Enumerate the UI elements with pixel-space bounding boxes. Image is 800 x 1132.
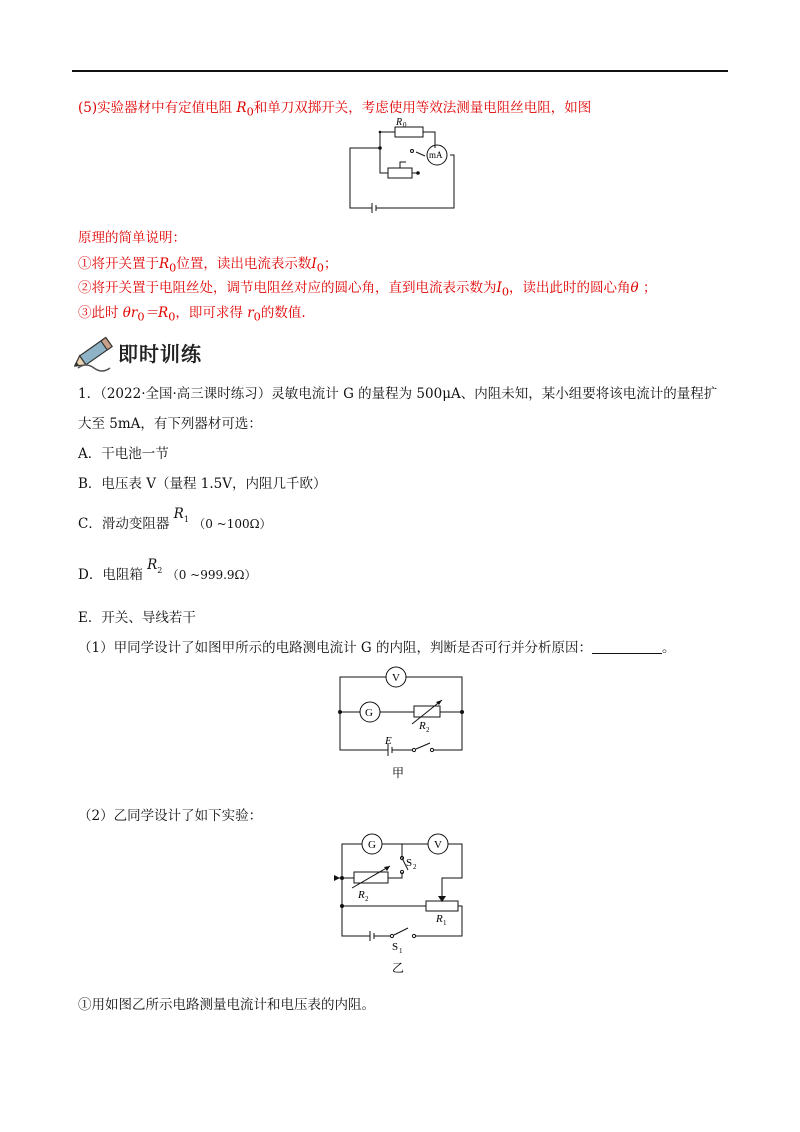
question-line2: 大至 5mA，有下列器材可选： [78,416,262,432]
text: 位置，读出电流表示数 [176,256,312,272]
subscript: 0 [246,105,254,119]
text: 。 [661,640,676,656]
text: （0 ~999.9Ω） [166,568,257,582]
symbol: I [496,280,502,296]
text: ①将开关置于 [78,256,159,272]
text: 和单刀双掷开关，考虑使用等效法测量电阻丝电阻，如图 [253,100,592,116]
heading-title: 即时训练 [118,342,202,366]
text: 的数值. [260,305,306,321]
text: ，读出此时的圆心角 [509,280,631,296]
text: D．电阻箱 [78,567,143,583]
symbol: R [173,506,184,522]
voltmeter-label: V [434,839,442,851]
option-b: B．电压表 V（量程 1.5V，内阻几千欧） [78,476,327,492]
text: ，即可求得 [175,305,248,321]
r1-subscript: 1 [443,919,447,927]
figure-caption: 乙 [392,961,405,975]
r2-label: R [358,889,365,901]
question-line1: 1．（2022·全国·高三课时练习）灵敏电流计 G 的量程为 500μA、内阻未知，某小组要将该电流计的量程扩 [78,386,718,402]
symbol: θr [122,305,138,321]
figure-equivalent-circuit [340,118,465,216]
r2-subscript: 2 [365,895,369,903]
voltmeter-label: V [392,672,400,684]
symbol: R [147,557,158,573]
option-a: A．干电池一节 [78,446,169,462]
text: ； [638,280,657,296]
principle-step1 [78,254,337,279]
symbol: ＝R [144,305,169,321]
pencil-icon [74,330,120,372]
text: ③此时 [78,305,123,321]
section-heading [74,330,234,372]
s2-subscript: 2 [413,863,417,871]
principle-step2 [78,278,656,303]
option-c [78,506,272,540]
option-d [78,557,257,591]
subscript: 0 [501,285,510,299]
galvanometer-label: G [365,707,373,719]
option-e: E．开关、导线若干 [78,610,196,626]
subscript: 0 [316,261,324,275]
r1-label: R [436,913,443,925]
subscript: 0 [253,310,261,324]
ma-meter-label: mA [429,150,443,160]
subscript: 0 [137,310,145,324]
r2-label: R [419,720,426,732]
symbol: r [247,305,254,321]
r0-label: R [396,118,403,128]
principle-title: 原理的简单说明： [78,230,186,246]
subscript: 0 [168,310,176,324]
s2-label: S [406,857,413,869]
section5-line [78,98,591,123]
r2-subscript: 2 [426,726,430,734]
principle-step3 [78,303,306,328]
subscript: 2 [157,565,163,575]
subscript: 1 [183,514,189,524]
answer-blank[interactable] [592,639,662,654]
s1-subscript: 1 [399,947,403,955]
galvanometer-label: G [368,839,376,851]
figure-caption: 甲 [392,766,405,780]
part2: （2）乙同学设计了如下实验： [78,808,263,824]
text: ； [323,256,338,272]
e-label: E [385,735,392,747]
text: （1）甲同学设计了如图甲所示的电路测电流计 G 的内阻，判断是否可行并分析原因： [78,640,592,656]
part2-step1: ①用如图乙所示电路测量电流计和电压表的内阻。 [78,997,375,1013]
symbol: R [236,100,247,116]
symbol: θ [630,280,639,296]
text: (5)实验器材中有定值电阻 [78,100,237,116]
subscript: 0 [169,261,177,275]
figure-jia-circuit [330,662,470,782]
top-rule [72,70,728,72]
figure-yi-circuit [330,828,478,978]
symbol: R [159,256,170,272]
text: （0 ~100Ω） [193,517,272,531]
symbol: I [311,256,317,272]
text: C．滑动变阻器 [78,516,170,532]
text: ②将开关置于电阻丝处，调节电阻丝对应的圆心角，直到电流表示数为 [78,280,497,296]
r0-subscript: 0 [403,121,407,129]
part1 [78,638,675,658]
s1-label: S [392,941,399,953]
